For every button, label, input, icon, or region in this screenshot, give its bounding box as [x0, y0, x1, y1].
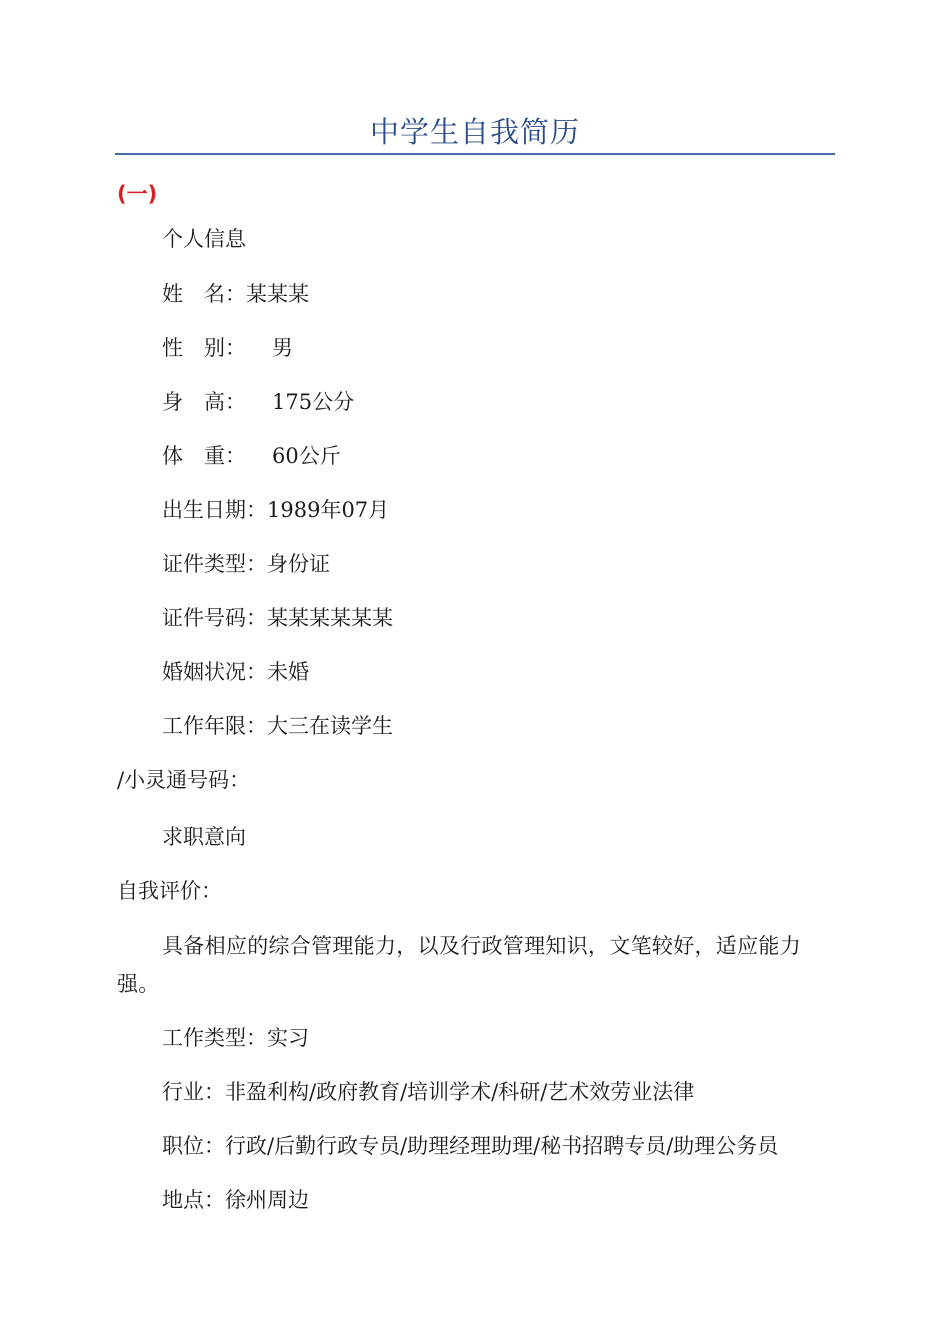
position-label: 职位： [162, 1134, 225, 1158]
field-id-type [162, 550, 330, 578]
location-label: 地点： [162, 1188, 225, 1212]
position-line [162, 1132, 778, 1160]
job-type-value: 实习 [267, 1026, 309, 1050]
field-label: 身 高： [162, 390, 246, 414]
self-evaluation-text: 具备相应的综合管理能力，以及行政管理知识，文笔较好，适应能力强。 [117, 934, 801, 996]
field-label: 体 重： [162, 444, 246, 468]
field-weight [162, 442, 341, 470]
location-line [162, 1186, 309, 1214]
field-label: 证件号码： [162, 606, 267, 630]
field-value: 身份证 [267, 552, 330, 576]
phone-line: /小灵通号码： [117, 768, 251, 792]
field-value: 某某某 [246, 282, 309, 306]
field-height [162, 388, 354, 416]
field-value: 男 [272, 336, 293, 360]
field-label: 工作年限： [162, 714, 267, 738]
location-value: 徐州周边 [225, 1188, 309, 1212]
position-value: 行政/后勤行政专员/助理经理助理/秘书招聘专员/助理公务员 [225, 1134, 779, 1158]
field-value: 175公分 [272, 390, 355, 414]
field-birth-date [162, 496, 389, 524]
personal-info-heading: 个人信息 [162, 227, 246, 251]
job-type-line [162, 1024, 309, 1052]
self-evaluation-label: 自我评价： [117, 879, 222, 903]
industry-line [162, 1078, 694, 1106]
field-marital-status [162, 658, 309, 686]
job-intent-heading: 求职意向 [162, 825, 246, 849]
field-value: 某某某某某某 [267, 606, 393, 630]
field-gender [162, 334, 293, 362]
field-name [162, 280, 309, 308]
section-marker: (一) [117, 182, 158, 206]
field-value: 未婚 [267, 660, 309, 684]
title-underline [115, 153, 835, 155]
field-label: 出生日期： [162, 498, 267, 522]
field-work-years [162, 712, 393, 740]
industry-value: 非盈利构/政府教育/培训学术/科研/艺术效劳业法律 [225, 1080, 695, 1104]
field-value: 大三在读学生 [267, 714, 393, 738]
document-title: 中学生自我简历 [369, 115, 580, 149]
field-value: 1989年07月 [267, 498, 390, 522]
field-label: 性 别： [162, 336, 246, 360]
industry-label: 行业： [162, 1080, 225, 1104]
field-value: 60公斤 [272, 444, 341, 468]
job-type-label: 工作类型： [162, 1026, 267, 1050]
field-label: 证件类型： [162, 552, 267, 576]
field-label: 姓 名： [162, 282, 246, 306]
field-label: 婚姻状况： [162, 660, 267, 684]
field-id-number [162, 604, 393, 632]
